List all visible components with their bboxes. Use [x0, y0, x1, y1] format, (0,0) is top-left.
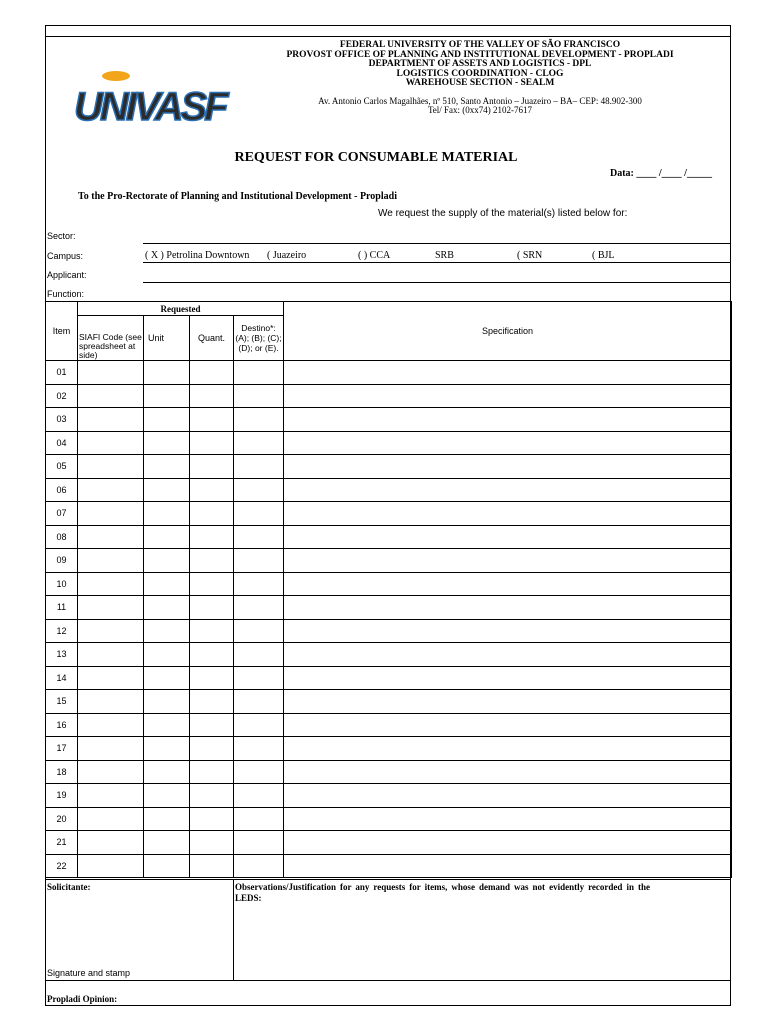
unit-cell[interactable] — [144, 455, 190, 479]
table-row — [46, 643, 732, 667]
row-number: 18 — [46, 760, 78, 784]
siafi-cell[interactable] — [78, 831, 144, 855]
campus-option-juazeiro[interactable]: ( Juazeiro — [267, 250, 307, 261]
applicant-line[interactable] — [143, 282, 731, 283]
quant-cell[interactable] — [190, 737, 234, 761]
unit-cell[interactable] — [144, 572, 190, 596]
table-row — [46, 478, 732, 502]
spec-cell[interactable] — [284, 784, 732, 808]
spec-cell[interactable] — [284, 431, 732, 455]
phone: Tel/ Fax: (0xx74) 2102-7617 — [427, 105, 533, 115]
sector-label: Sector: — [47, 231, 76, 241]
spec-cell[interactable] — [284, 408, 732, 432]
spec-cell[interactable] — [284, 690, 732, 714]
quant-cell[interactable] — [190, 525, 234, 549]
row-number: 20 — [46, 807, 78, 831]
quant-cell[interactable] — [190, 502, 234, 526]
date-field[interactable]: Data: ____ /____ /_____ — [610, 168, 712, 179]
table-row — [46, 525, 732, 549]
table-row — [46, 690, 732, 714]
unit-cell[interactable] — [144, 478, 190, 502]
siafi-cell[interactable] — [78, 643, 144, 667]
siafi-cell[interactable] — [78, 525, 144, 549]
applicant-label: Applicant: — [47, 270, 87, 280]
table-row — [46, 431, 732, 455]
siafi-cell[interactable] — [78, 572, 144, 596]
spec-cell[interactable] — [284, 455, 732, 479]
spec-cell[interactable] — [284, 831, 732, 855]
table-row — [46, 784, 732, 808]
unit-cell[interactable] — [144, 713, 190, 737]
row-number: 11 — [46, 596, 78, 620]
observations-label[interactable]: Observations/Justification for any requests for items, whose demand was not evidently recorded in the LEDS: — [235, 882, 650, 903]
quant-cell[interactable] — [190, 572, 234, 596]
row-number: 16 — [46, 713, 78, 737]
table-row — [46, 502, 732, 526]
quant-cell[interactable] — [190, 713, 234, 737]
spec-cell[interactable] — [284, 572, 732, 596]
destino-cell[interactable] — [234, 760, 284, 784]
unit-cell[interactable] — [144, 831, 190, 855]
row-number: 15 — [46, 690, 78, 714]
unit-cell[interactable] — [144, 619, 190, 643]
quant-cell[interactable] — [190, 549, 234, 573]
org-line-4: LOGISTICS COORDINATION - CLOG — [396, 69, 564, 79]
destino-cell[interactable] — [234, 643, 284, 667]
opinion-block[interactable] — [45, 980, 731, 1006]
spec-cell[interactable] — [284, 361, 732, 385]
unit-cell[interactable] — [144, 807, 190, 831]
quant-cell[interactable] — [190, 619, 234, 643]
table-row — [46, 737, 732, 761]
siafi-cell[interactable] — [78, 502, 144, 526]
quant-cell[interactable] — [190, 690, 234, 714]
items-table — [45, 301, 732, 878]
table-row — [46, 549, 732, 573]
campus-option-bjl[interactable]: ( BJL — [592, 250, 615, 261]
destino-cell[interactable] — [234, 431, 284, 455]
top-divider — [45, 36, 731, 37]
siafi-cell[interactable] — [78, 784, 144, 808]
footer-block — [45, 879, 731, 980]
campus-option-srb[interactable]: SRB — [435, 250, 454, 261]
requested-header: Requested — [78, 302, 284, 316]
unit-cell[interactable] — [144, 854, 190, 878]
destino-cell[interactable] — [234, 525, 284, 549]
address: Av. Antonio Carlos Magalhães, nº 510, Santo Antonio – Juazeiro – BA– CEP: 48.902-300 — [318, 96, 642, 106]
propladi-opinion-label: Propladi Opinion: — [47, 994, 118, 1004]
unit-cell[interactable] — [144, 502, 190, 526]
spec-cell[interactable] — [284, 384, 732, 408]
function-label: Function: — [47, 289, 85, 299]
campus-option-petrolina[interactable]: ( X ) Petrolina Downtown — [145, 250, 250, 261]
table-row — [46, 408, 732, 432]
quant-cell[interactable] — [190, 478, 234, 502]
col-specification: Specification — [284, 302, 732, 361]
svg-text:UNIVASF: UNIVASF — [74, 85, 226, 129]
siafi-cell[interactable] — [78, 713, 144, 737]
table-row — [46, 619, 732, 643]
destino-cell[interactable] — [234, 619, 284, 643]
siafi-cell[interactable] — [78, 807, 144, 831]
unit-cell[interactable] — [144, 384, 190, 408]
table-row — [46, 455, 732, 479]
quant-cell[interactable] — [190, 384, 234, 408]
destino-cell[interactable] — [234, 549, 284, 573]
row-number: 07 — [46, 502, 78, 526]
row-number: 17 — [46, 737, 78, 761]
univasf-logo — [72, 68, 226, 129]
spec-cell[interactable] — [284, 737, 732, 761]
table-row — [46, 713, 732, 737]
destino-cell[interactable] — [234, 384, 284, 408]
org-line-5: WAREHOUSE SECTION - SEALM — [405, 78, 555, 88]
destino-cell[interactable] — [234, 361, 284, 385]
siafi-cell[interactable] — [78, 854, 144, 878]
quant-cell[interactable] — [190, 408, 234, 432]
spec-cell[interactable] — [284, 525, 732, 549]
spec-cell[interactable] — [284, 760, 732, 784]
solicitante-box[interactable] — [45, 880, 234, 980]
spec-cell[interactable] — [284, 666, 732, 690]
spec-cell[interactable] — [284, 478, 732, 502]
campus-line — [143, 262, 731, 263]
spec-cell[interactable] — [284, 596, 732, 620]
row-number: 14 — [46, 666, 78, 690]
siafi-cell[interactable] — [78, 737, 144, 761]
unit-cell[interactable] — [144, 361, 190, 385]
table-row — [46, 831, 732, 855]
col-destino: Destino*: (A); (B); (C); (D); or (E). — [234, 316, 284, 361]
row-number: 12 — [46, 619, 78, 643]
siafi-cell[interactable] — [78, 408, 144, 432]
solicitante-label: Solicitante: — [47, 882, 91, 892]
row-number: 09 — [46, 549, 78, 573]
row-number: 01 — [46, 361, 78, 385]
siafi-cell[interactable] — [78, 690, 144, 714]
col-unit: Unit — [144, 316, 190, 361]
destino-cell[interactable] — [234, 831, 284, 855]
row-number: 02 — [46, 384, 78, 408]
destino-cell[interactable] — [234, 784, 284, 808]
campus-label: Campus: — [47, 251, 84, 261]
table-row — [46, 807, 732, 831]
destino-cell[interactable] — [234, 807, 284, 831]
col-siafi: SIAFI Code (see spreadsheet at side) — [78, 316, 144, 361]
quant-cell[interactable] — [190, 784, 234, 808]
row-number: 21 — [46, 831, 78, 855]
destino-cell[interactable] — [234, 455, 284, 479]
table-row — [46, 572, 732, 596]
unit-cell[interactable] — [144, 596, 190, 620]
destino-cell[interactable] — [234, 408, 284, 432]
col-item: Item — [46, 302, 78, 361]
siafi-cell[interactable] — [78, 431, 144, 455]
org-line-1: FEDERAL UNIVERSITY OF THE VALLEY OF SÃO FRANCISCO — [339, 40, 621, 50]
siafi-cell[interactable] — [78, 455, 144, 479]
row-number: 06 — [46, 478, 78, 502]
campus-option-srn[interactable]: ( SRN — [517, 250, 543, 261]
destino-cell[interactable] — [234, 713, 284, 737]
unit-cell[interactable] — [144, 666, 190, 690]
spec-cell[interactable] — [284, 502, 732, 526]
destino-cell[interactable] — [234, 502, 284, 526]
row-number: 03 — [46, 408, 78, 432]
row-number: 13 — [46, 643, 78, 667]
quant-cell[interactable] — [190, 596, 234, 620]
unit-cell[interactable] — [144, 643, 190, 667]
spec-cell[interactable] — [284, 713, 732, 737]
form-title: REQUEST FOR CONSUMABLE MATERIAL — [234, 150, 518, 165]
row-number: 05 — [46, 455, 78, 479]
table-row — [46, 666, 732, 690]
siafi-cell[interactable] — [78, 549, 144, 573]
table-row — [46, 760, 732, 784]
to-line: To the Pro-Rectorate of Planning and Institutional Development - Propladi — [78, 191, 397, 202]
unit-cell[interactable] — [144, 760, 190, 784]
row-number: 19 — [46, 784, 78, 808]
quant-cell[interactable] — [190, 643, 234, 667]
siafi-cell[interactable] — [78, 619, 144, 643]
destino-cell[interactable] — [234, 666, 284, 690]
siafi-cell[interactable] — [78, 384, 144, 408]
table-row — [46, 596, 732, 620]
request-line: We request the supply of the material(s) listed below for: — [378, 208, 628, 219]
sector-line[interactable] — [143, 243, 731, 244]
destino-cell[interactable] — [234, 478, 284, 502]
unit-cell[interactable] — [144, 549, 190, 573]
unit-cell[interactable] — [144, 784, 190, 808]
table-row — [46, 361, 732, 385]
quant-cell[interactable] — [190, 831, 234, 855]
siafi-cell[interactable] — [78, 361, 144, 385]
unit-cell[interactable] — [144, 525, 190, 549]
table-row — [46, 854, 732, 878]
siafi-cell[interactable] — [78, 478, 144, 502]
signature-label: Signature and stamp — [47, 968, 131, 978]
destino-cell[interactable] — [234, 737, 284, 761]
spec-cell[interactable] — [284, 807, 732, 831]
org-line-3: DEPARTMENT OF ASSETS AND LOGISTICS - DPL — [368, 59, 592, 69]
destino-cell[interactable] — [234, 572, 284, 596]
quant-cell[interactable] — [190, 455, 234, 479]
unit-cell[interactable] — [144, 737, 190, 761]
org-line-2: PROVOST OFFICE OF PLANNING AND INSTITUTIONAL DEVELOPMENT - PROPLADI — [286, 50, 674, 60]
unit-cell[interactable] — [144, 431, 190, 455]
quant-cell[interactable] — [190, 431, 234, 455]
col-quant: Quant. — [190, 316, 234, 361]
siafi-cell[interactable] — [78, 666, 144, 690]
spec-cell[interactable] — [284, 619, 732, 643]
table-row — [46, 384, 732, 408]
destino-cell[interactable] — [234, 596, 284, 620]
row-number: 04 — [46, 431, 78, 455]
quant-cell[interactable] — [190, 807, 234, 831]
unit-cell[interactable] — [144, 690, 190, 714]
spec-cell[interactable] — [284, 549, 732, 573]
row-number: 22 — [46, 854, 78, 878]
spec-cell[interactable] — [284, 854, 732, 878]
quant-cell[interactable] — [190, 760, 234, 784]
campus-option-cca[interactable]: ( ) CCA — [358, 250, 391, 261]
row-number: 08 — [46, 525, 78, 549]
quant-cell[interactable] — [190, 361, 234, 385]
spec-cell[interactable] — [284, 643, 732, 667]
unit-cell[interactable] — [144, 408, 190, 432]
row-number: 10 — [46, 572, 78, 596]
quant-cell[interactable] — [190, 666, 234, 690]
siafi-cell[interactable] — [78, 596, 144, 620]
quant-cell[interactable] — [190, 854, 234, 878]
destino-cell[interactable] — [234, 690, 284, 714]
destino-cell[interactable] — [234, 854, 284, 878]
siafi-cell[interactable] — [78, 760, 144, 784]
